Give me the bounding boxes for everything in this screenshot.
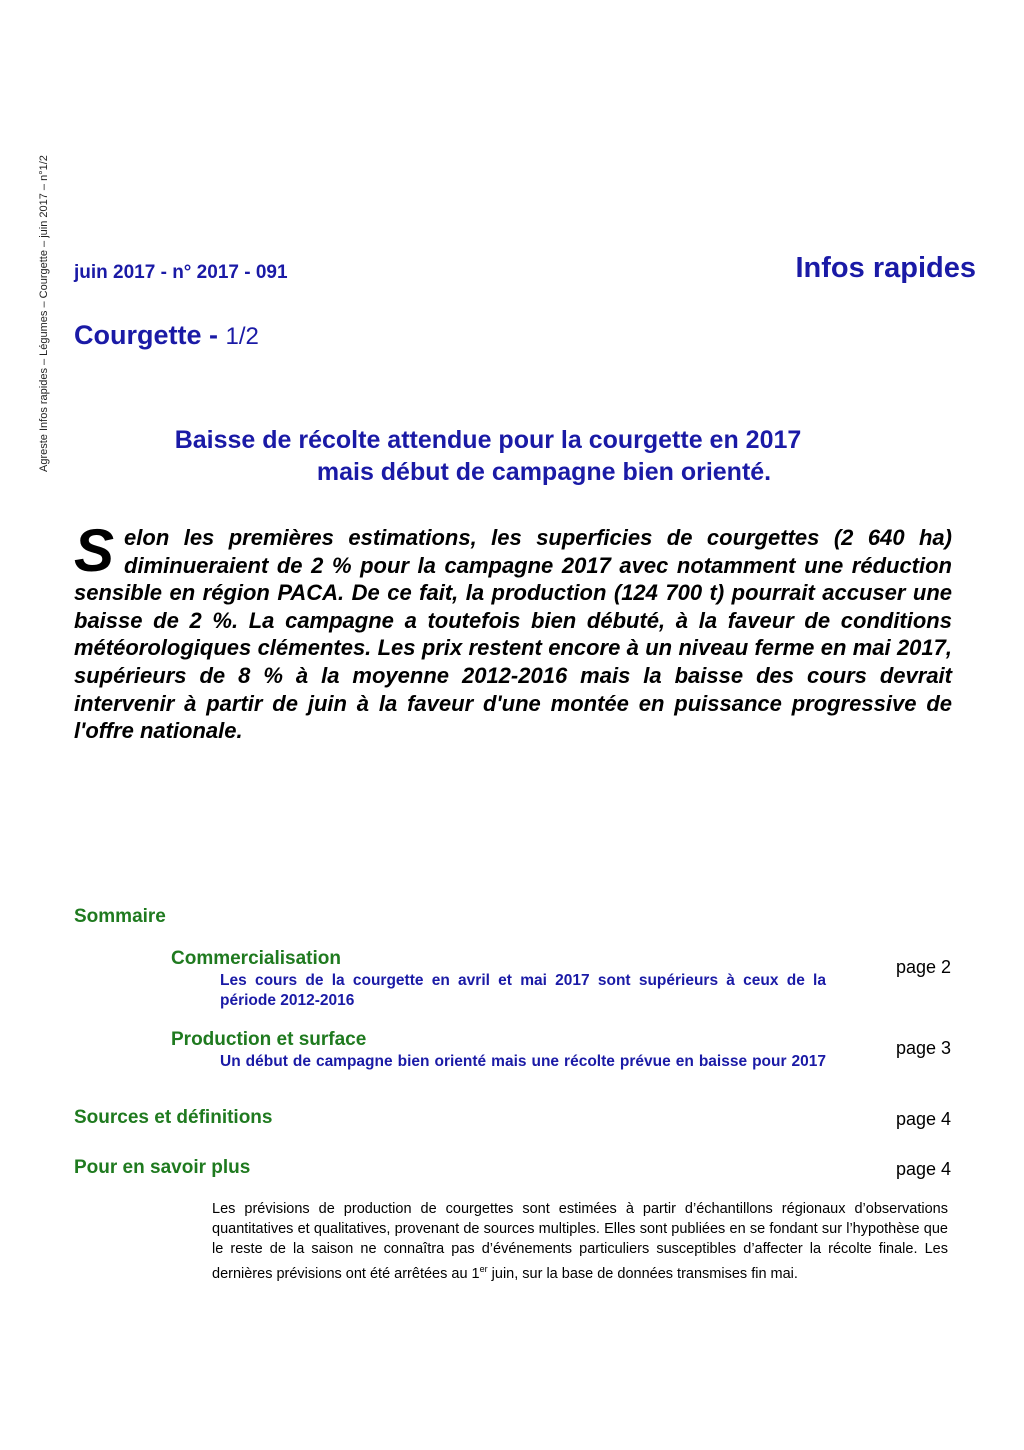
note-text-before: Les prévisions de production de courgettes sont estimées à partir d’échantillons régionaux d’observations quantitatives et qualitatives, provenant de sources multiples. Elles sont publiées en se fondant sur l’hypothèse que le reste de la saison ne connaîtra pas d’événements particuliers susceptibles d’affecter la récolte finale. Les dernières prévisions ont été arrêtées au 1 [212, 1201, 948, 1282]
toc-section-commercialisation[interactable]: Commercialisation [171, 948, 341, 969]
toc-page-en-savoir-plus: page 4 [895, 1159, 951, 1179]
product-name: Courgette - [74, 320, 218, 350]
side-running-note [38, 66, 52, 476]
issue-number: juin 2017 - n° 2017 - 091 [74, 262, 288, 283]
toc-desc-production: Un début de campagne bien orienté mais une récolte prévue en baisse pour 2017 [220, 1053, 826, 1070]
toc-section-production[interactable]: Production et surface [171, 1029, 367, 1050]
toc-page-commercialisation: page 2 [895, 957, 951, 977]
toc-page-sources: page 4 [895, 1109, 951, 1129]
headline-line-2: mais début de campagne bien orienté. [316, 458, 772, 486]
toc-page-production: page 3 [895, 1038, 951, 1058]
side-running-note-text: Agreste Infos rapides – Légumes – Courgette – juin 2017 – n°1/2 [38, 155, 50, 472]
toc-section-sources[interactable]: Sources et définitions [74, 1107, 273, 1128]
methodology-note [212, 1199, 948, 1284]
headline-line-1: Baisse de récolte attendue pour la courgette en 2017 [174, 426, 802, 454]
publication-brand: Infos rapides [795, 252, 976, 284]
sommaire-title: Sommaire [74, 906, 166, 927]
product-title [74, 320, 259, 351]
lead-paragraph [74, 517, 952, 745]
note-superscript: er [479, 1264, 488, 1274]
product-page-indicator: 1/2 [225, 323, 259, 350]
note-text-after: juin, sur la base de données transmises fin mai. [487, 1265, 798, 1282]
drop-cap: S [74, 517, 115, 584]
toc-section-en-savoir-plus[interactable]: Pour en savoir plus [74, 1157, 251, 1178]
lead-text: elon les premières estimations, les superficies de courgettes (2 640 ha) diminueraient de 2 % pour la campagne 2017 avec notamment une réduction sensible en région PACA. De ce fait, la production (124 700 t) pourrait accuser une baisse de 2 %. La campagne a toutefois bien débuté, à la faveur de conditions météorologiques clémentes. Les prix restent encore à un niveau ferme en mai 2017, supérieurs de 8 % à la moyenne 2012-2016 mais la baisse des cours devrait intervenir à partir de juin à la faveur d'une montée en puissance progressive de l'offre nationale. [74, 525, 952, 744]
toc-desc-commercialisation: Les cours de la courgette en avril et mai 2017 sont supérieurs à ceux de la période 2012-2016 [220, 972, 826, 1009]
